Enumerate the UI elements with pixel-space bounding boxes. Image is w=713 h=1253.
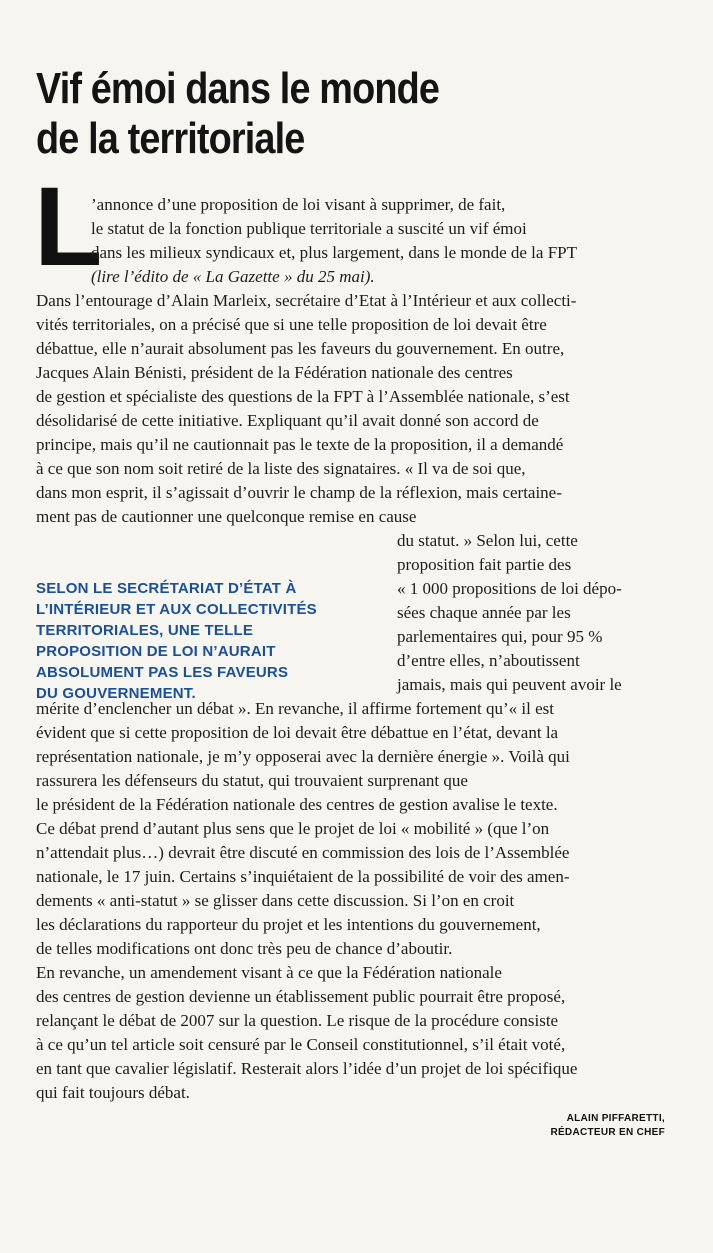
headline-line: Vif émoi dans le monde — [36, 64, 440, 113]
side-column-line: d’entre elles, n’aboutissent — [397, 651, 580, 670]
body-line: de gestion et spécialiste des questions de la FPT à l’Assemblée nationale, s’est — [36, 387, 570, 406]
side-column-line: « 1 000 propositions de loi dépo- — [397, 579, 622, 598]
intro-line: ’annonce d’une proposition de loi visant à supprimer, de fait, — [91, 195, 506, 214]
body-line: En revanche, un amendement visant à ce que la Fédération nationale — [36, 963, 502, 982]
body-line: dements « anti-statut » se glisser dans cette discussion. Si l’on en croit — [36, 891, 515, 910]
body-line: désolidarisé de cette initiative. Expliquant qu’il avait donné son accord de — [36, 411, 539, 430]
body-line: des centres de gestion devienne un établissement public pourrait être proposé, — [36, 987, 566, 1006]
body-line: mérite d’enclencher un débat ». En revanche, il affirme fortement qu’« il est — [36, 699, 554, 718]
body-line: le président de la Fédération nationale des centres de gestion avalise le texte. — [36, 795, 558, 814]
body-line: Jacques Alain Bénisti, président de la Fédération nationale des centres — [36, 363, 513, 382]
body-line: à ce que son nom soit retiré de la liste des signataires. « Il va de soi que, — [36, 459, 526, 478]
intro-line: le statut de la fonction publique territoriale a suscité un vif émoi — [91, 219, 527, 238]
side-column-line: proposition fait partie des — [397, 555, 572, 574]
pull-quote-line: SELON LE SECRÉTARIAT D’ÉTAT À — [36, 580, 297, 597]
pull-quote-line: PROPOSITION DE LOI N’AURAIT — [36, 643, 276, 660]
pull-quote-line: ABSOLUMENT PAS LES FAVEURS — [36, 664, 289, 681]
side-column-line: sées chaque année par les — [397, 603, 571, 622]
pull-quote — [36, 578, 381, 704]
drop-cap: L — [34, 164, 103, 289]
side-column-line: jamais, mais qui peuvent avoir le — [397, 675, 622, 694]
body-line: en tant que cavalier législatif. Resterait alors l’idée d’un projet de loi spécifique — [36, 1059, 578, 1078]
side-column-line: parlementaires qui, pour 95 % — [397, 627, 603, 646]
intro-line: dans les milieux syndicaux et, plus largement, dans le monde de la FPT — [91, 243, 577, 262]
body-line: dans mon esprit, il s’agissait d’ouvrir le champ de la réflexion, mais certaine- — [36, 483, 562, 502]
body-line: représentation nationale, je m’y opposerai avec la dernière énergie ». Voilà qui — [36, 747, 570, 766]
body-line: n’attendait plus…) devrait être discuté en commission des lois de l’Assemblée — [36, 843, 570, 862]
body-line: débattue, elle n’aurait absolument pas les faveurs du gouvernement. En outre, — [36, 339, 565, 358]
pull-quote-line: L’INTÉRIEUR ET AUX COLLECTIVITÉS — [36, 601, 317, 618]
body-line: Dans l’entourage d’Alain Marleix, secrétaire d’Etat à l’Intérieur et aux collecti- — [36, 291, 577, 310]
author-role: RÉDACTEUR EN CHEF — [550, 1127, 665, 1138]
headline-line: de la territoriale — [36, 114, 305, 163]
body-line: nationale, le 17 juin. Certains s’inquiétaient de la possibilité de voir des amen- — [36, 867, 570, 886]
body-line: évident que si cette proposition de loi devait être débattue en l’état, devant la — [36, 723, 559, 742]
pull-quote-line: DU GOUVERNEMENT. — [36, 685, 196, 702]
body-line: qui fait toujours débat. — [36, 1083, 190, 1102]
body-line: les déclarations du rapporteur du projet et les intentions du gouvernement, — [36, 915, 541, 934]
article-headline — [36, 64, 552, 164]
body-line: vités territoriales, on a précisé que si une telle proposition de loi devait être — [36, 315, 547, 334]
body-line: rassurera les défenseurs du statut, qui trouvaient surprenant que — [36, 771, 468, 790]
author-name: ALAIN PIFFARETTI, — [566, 1113, 665, 1124]
body-line: Ce débat prend d’autant plus sens que le projet de loi « mobilité » (que l’on — [36, 819, 550, 838]
side-column-line: du statut. » Selon lui, cette — [397, 531, 578, 550]
body-line: ment pas de cautionner une quelconque remise en cause — [36, 507, 417, 526]
body-line: relançant le débat de 2007 sur la question. Le risque de la procédure consiste — [36, 1011, 559, 1030]
body-line: de telles modifications ont donc très peu de chance d’aboutir. — [36, 939, 453, 958]
pull-quote-line: TERRITORIALES, UNE TELLE — [36, 622, 254, 639]
body-line: principe, mais qu’il ne cautionnait pas le texte de la proposition, il a demandé — [36, 435, 564, 454]
body-line: à ce qu’un tel article soit censuré par le Conseil constitutionnel, s’il était voté, — [36, 1035, 566, 1054]
intro-reference: (lire l’édito de « La Gazette » du 25 mai). — [91, 267, 375, 286]
